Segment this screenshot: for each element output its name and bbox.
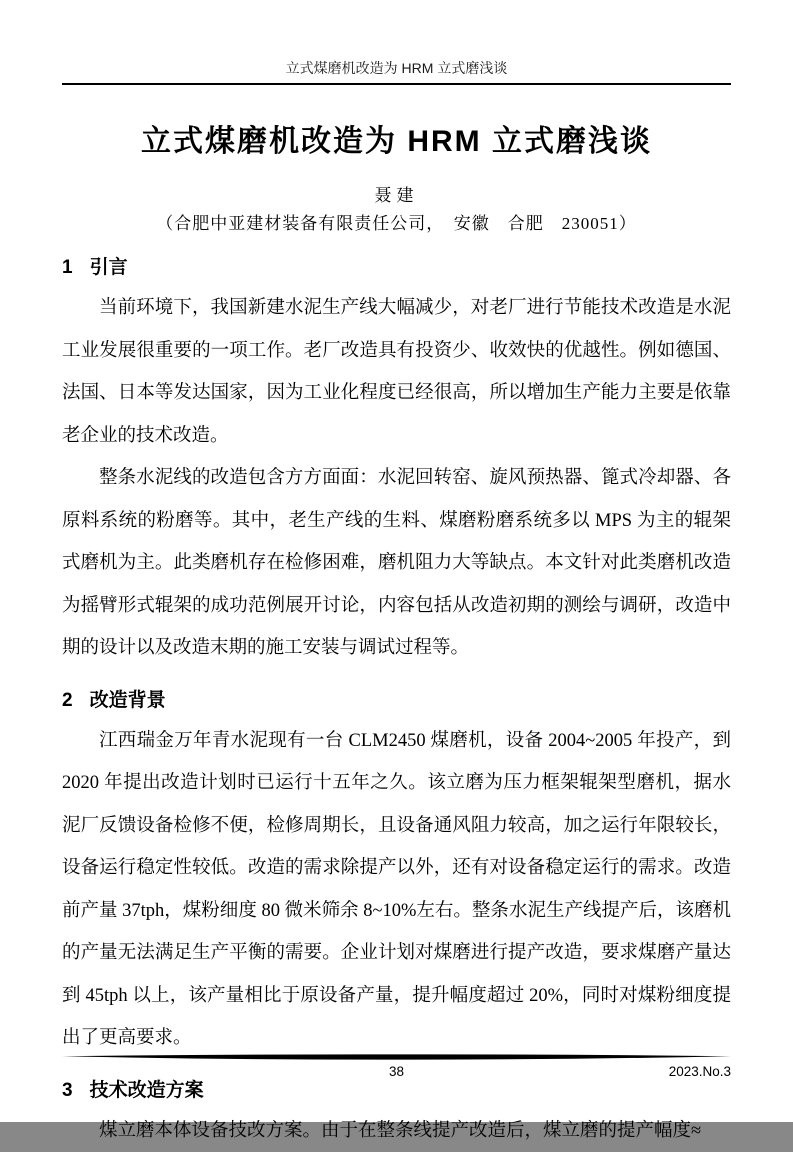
section-heading-background — [62, 686, 731, 716]
section-label: 引言 — [90, 253, 128, 283]
page-content — [62, 0, 731, 1046]
paragraph: 当前环境下，我国新建水泥生产线大幅减少，对老厂进行节能技术改造是水泥工业发展很重要的一项工作。老厂改造具有投资少、收效快的优越性。例如德国、法国、日本等发达国家，因为工业化程度已经很高，所以增加生产能力主要是依靠老企业的技术改造。 — [62, 287, 731, 457]
section-label: 技术改造方案 — [90, 1076, 204, 1106]
page-number: 38 — [62, 1062, 731, 1082]
section-number: 1 — [62, 253, 73, 283]
section-number: 3 — [62, 1076, 73, 1106]
page-footer — [62, 1054, 731, 1082]
issue-label: 2023.No.3 — [669, 1062, 731, 1082]
section-heading-introduction — [62, 253, 731, 283]
page-title: 立式煤磨机改造为 HRM 立式磨浅谈 — [62, 121, 731, 163]
footer-rule — [62, 1054, 731, 1060]
section-number: 2 — [62, 686, 73, 716]
author-affiliation: （合肥中亚建材装备有限责任公司， 安徽 合肥 230051） — [62, 211, 731, 237]
paragraph: 江西瑞金万年青水泥现有一台 CLM2450 煤磨机，设备 2004~2005 年投产，到 2020 年提出改造计划时已运行十五年之久。该立磨为压力框架辊架型磨机，据水泥厂反馈设备检修不便，检修周期长，且设备通风阻力较高，加之运行年限较长，设备运行稳定性较低。改造的需求除提产以外，还有对设备稳定运行的需求。改造前产量 37tph，煤粉细度 80 微米筛余 8~10%左右。整条水泥生产线提产后，该磨机的产量无法满足生产平衡的需要。企业计划对煤磨进行提产改造，要求煤磨产量达到 45tph 以上，该产量相比于原设备产量，提升幅度超过 20%，同时对煤粉细度提出了更高要求。 — [62, 720, 731, 1060]
section-label: 改造背景 — [90, 686, 166, 716]
running-header: 立式煤磨机改造为 HRM 立式磨浅谈 — [62, 0, 731, 85]
paragraph: 整条水泥线的改造包含方方面面：水泥回转窑、旋风预热器、篦式冷却器、各原料系统的粉磨等。其中，老生产线的生料、煤磨粉磨系统多以 MPS 为主的辊架式磨机为主。此类磨机存在检修困难，磨机阻力大等缺点。本文针对此类磨机改造为摇臂形式辊架的成功范例展开讨论，内容包括从改造初期的测绘与调研，改造中期的设计以及改造末期的施工安装与调试过程等。 — [62, 457, 731, 670]
paragraph: 煤立磨本体设备技改方案。由于在整条线提产改造后，煤立磨的提产幅度≈ — [62, 1110, 731, 1152]
author-name: 聂建 — [62, 185, 731, 207]
footer-row — [62, 1062, 731, 1082]
